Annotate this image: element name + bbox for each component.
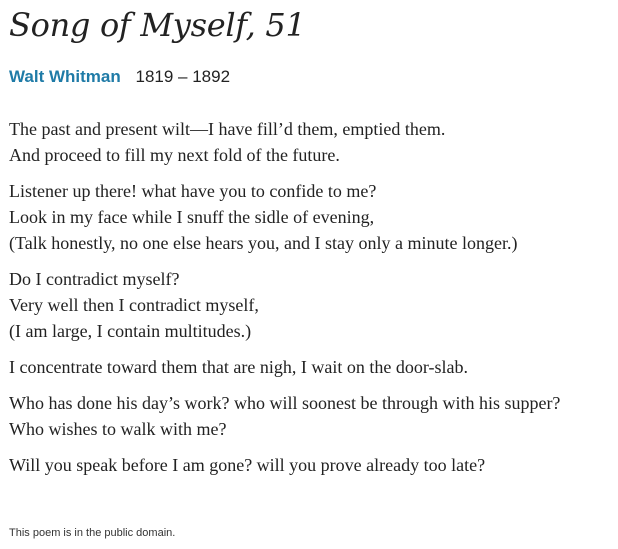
poem-line: (Talk honestly, no one else hears you, and I stay only a minute longer.) (9, 233, 518, 253)
poem-body (9, 116, 614, 488)
poem-line: The past and present wilt—I have fill’d them, emptied them. (9, 119, 446, 139)
stanza (9, 116, 614, 168)
poem-title: Song of Myself, 51 (9, 6, 306, 44)
poem-line: Who has done his day’s work? who will soonest be through with his supper? (9, 393, 561, 413)
stanza (9, 178, 614, 256)
poem-line: I concentrate toward them that are nigh, I wait on the door-slab. (9, 357, 468, 377)
author-dates: 1819 – 1892 (135, 67, 231, 86)
poem-line: Will you speak before I am gone? will you prove already too late? (9, 455, 486, 475)
stanza (9, 390, 614, 442)
public-domain-notice: This poem is in the public domain. (9, 527, 176, 539)
poem-line: And proceed to fill my next fold of the future. (9, 145, 340, 165)
poem-line: Do I contradict myself? (9, 269, 180, 289)
byline (9, 67, 230, 87)
poem-line: Look in my face while I snuff the sidle of evening, (9, 207, 375, 227)
stanza (9, 354, 614, 380)
poem-line: Listener up there! what have you to confide to me? (9, 181, 377, 201)
author-link[interactable]: Walt Whitman (9, 67, 121, 86)
poem-line: Who wishes to walk with me? (9, 419, 227, 439)
stanza (9, 452, 614, 478)
poem-line: (I am large, I contain multitudes.) (9, 321, 252, 341)
poem-line: Very well then I contradict myself, (9, 295, 259, 315)
stanza (9, 266, 614, 344)
